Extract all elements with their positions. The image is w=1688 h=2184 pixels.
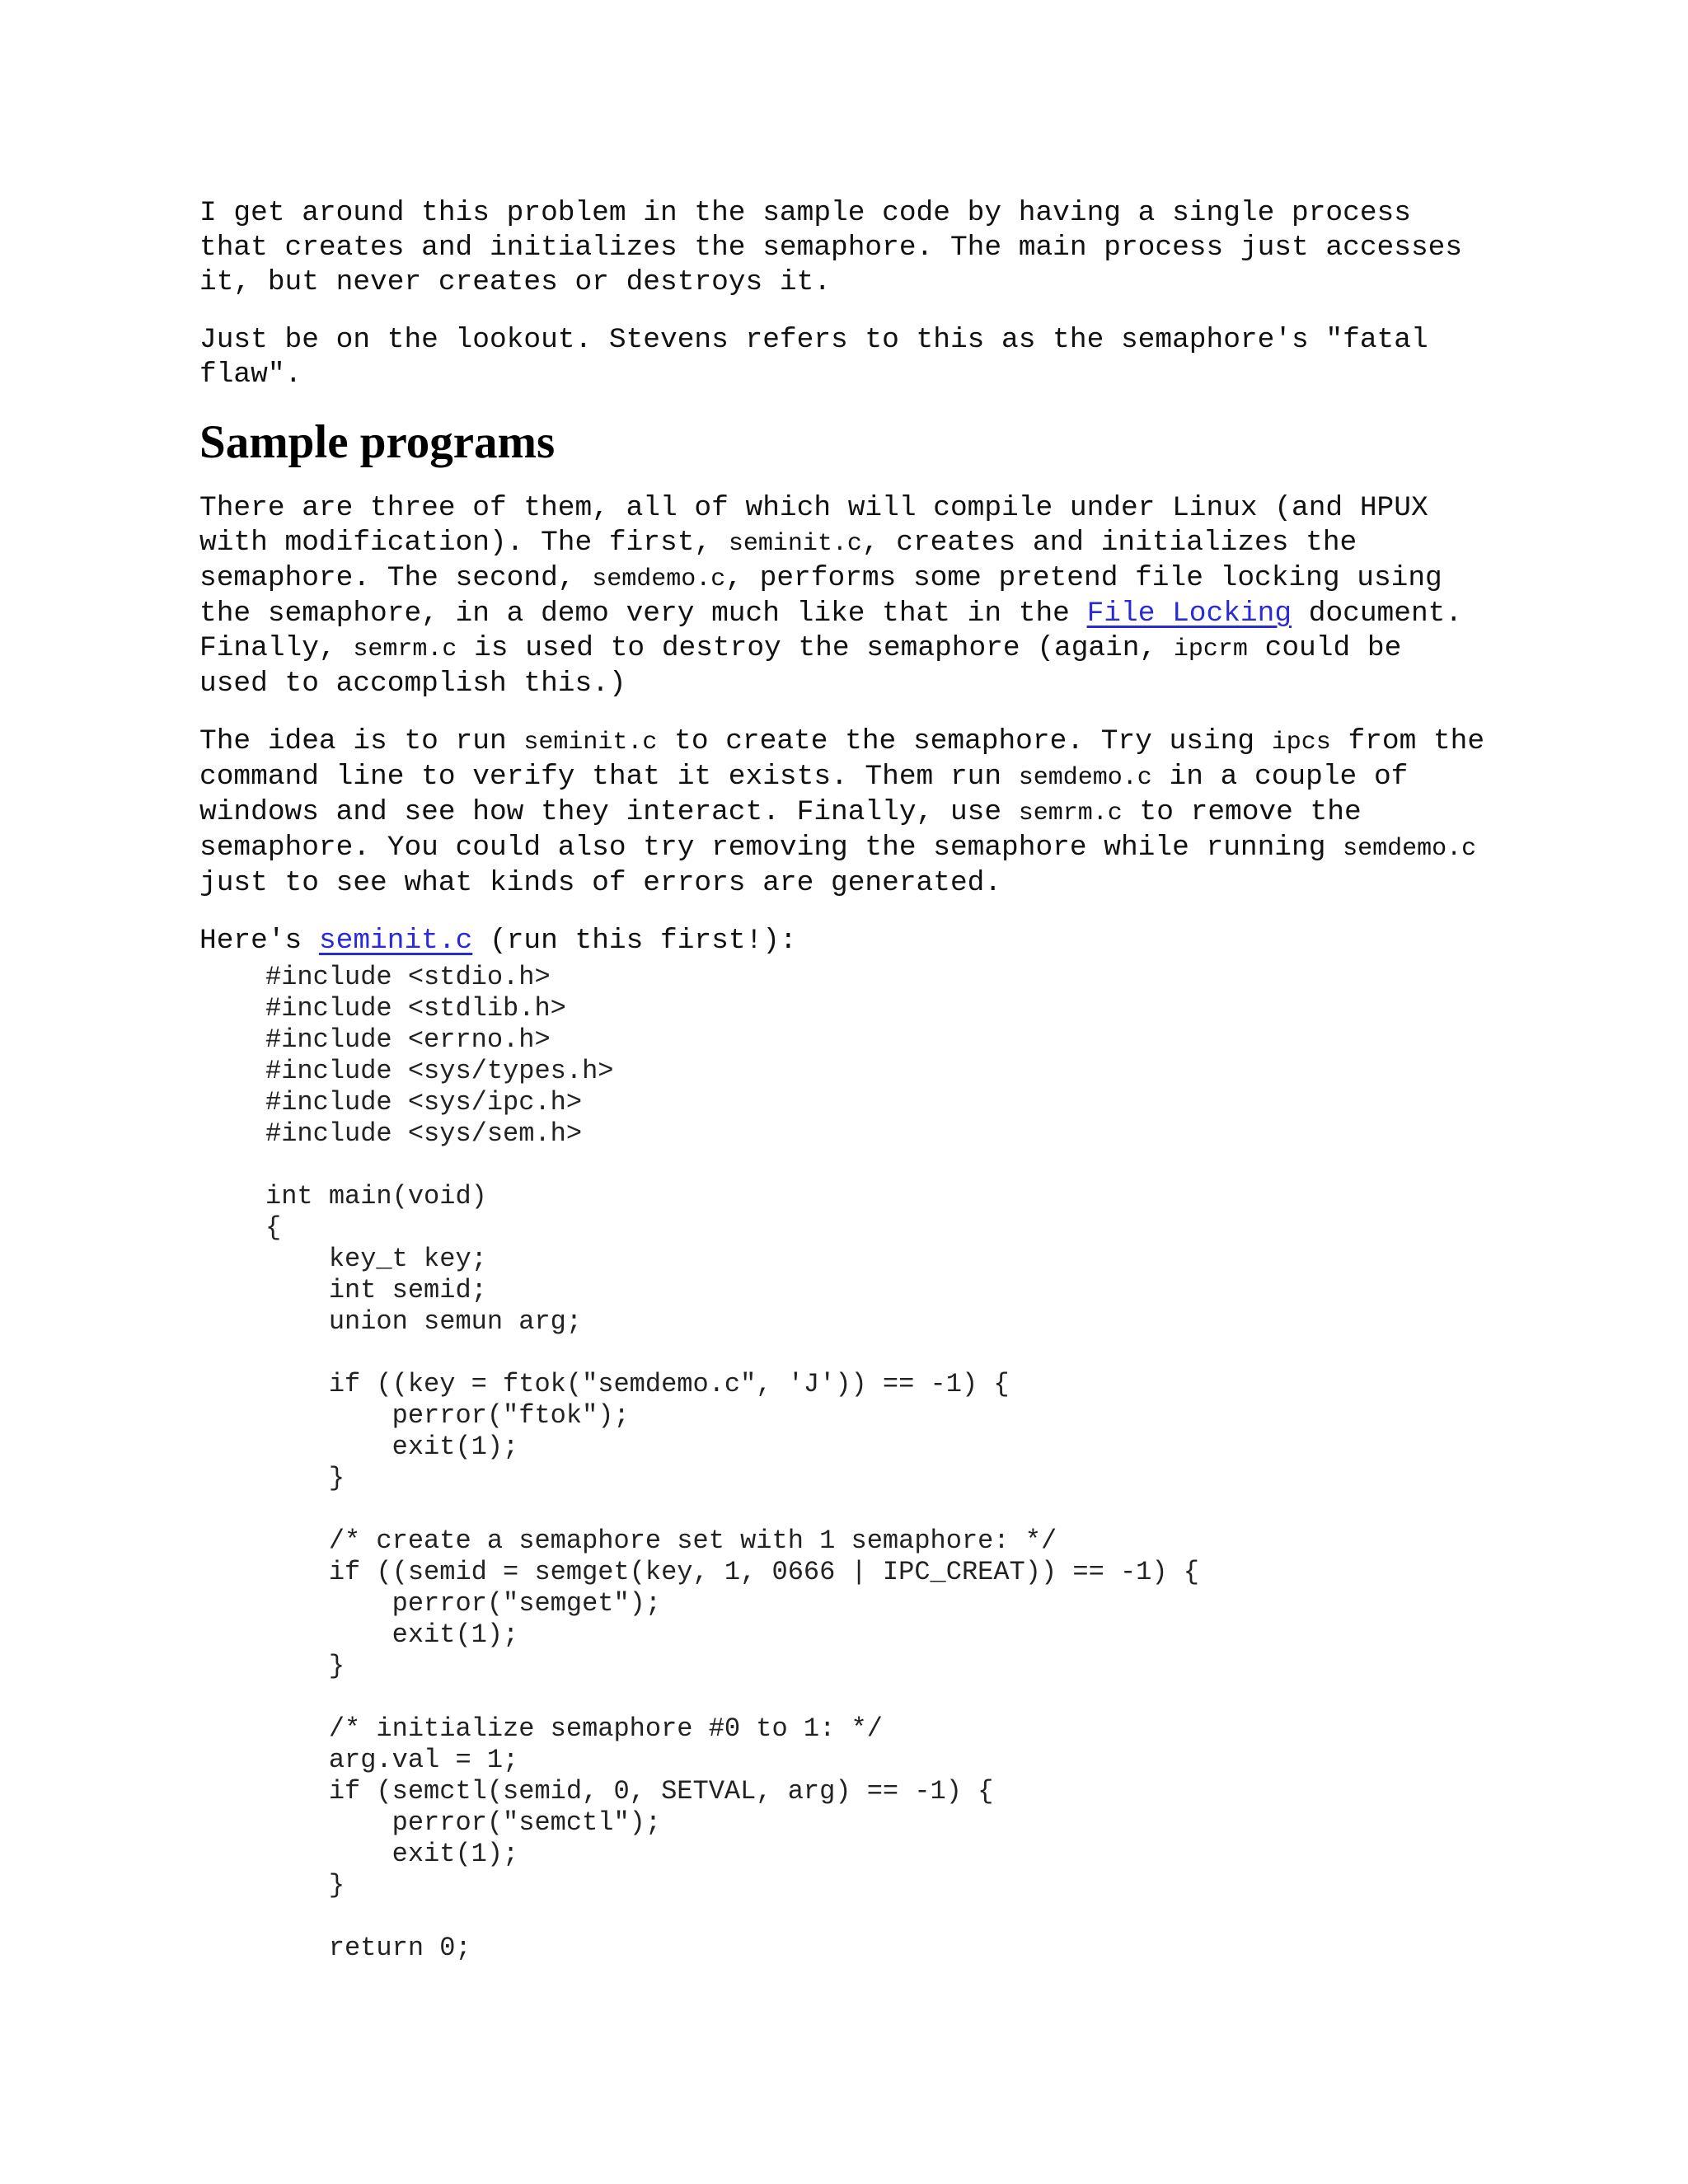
paragraph-fatal-flaw: Just be on the lookout. Stevens refers to this as the semaphore's "fatal flaw". <box>199 324 1428 391</box>
code-line: key_t key; <box>265 1244 487 1274</box>
code-line: } <box>265 1463 345 1493</box>
text-run: , creates and initializes the semaphore. The second, <box>199 527 1357 594</box>
code-line: if (semctl(semid, 0, SETVAL, arg) == -1) { <box>265 1776 994 1807</box>
file-locking-link[interactable]: File Locking <box>1086 598 1292 630</box>
code-line: perror("semctl"); <box>265 1807 662 1838</box>
code-line <box>265 1150 1485 1181</box>
code-line: /* initialize semaphore #0 to 1: */ <box>265 1713 883 1744</box>
text-run: There are three of them, all of which will compile under Linux (and HPUX with modification). The first, <box>199 492 1428 559</box>
paragraph-three-programs <box>199 491 1485 701</box>
code-line: { <box>265 1212 282 1243</box>
code-line <box>265 1338 1485 1369</box>
inline-code-ipcs: ipcs <box>1271 729 1331 757</box>
code-line: #include <sys/types.h> <box>265 1056 614 1086</box>
code-line: #include <sys/sem.h> <box>265 1118 583 1149</box>
code-line: perror("ftok"); <box>265 1400 630 1431</box>
text-run: document. Finally, <box>199 598 1463 664</box>
code-line: int semid; <box>265 1275 487 1305</box>
text-run: could be used to accomplish this.) <box>199 632 1402 700</box>
paragraph-how-to-run <box>199 724 1485 901</box>
inline-code-semdemo: semdemo.c <box>592 565 726 593</box>
inline-code-seminit: seminit.c <box>523 729 658 757</box>
inline-code-semrm: semrm.c <box>1018 799 1123 827</box>
paragraph-code-intro <box>199 924 1485 958</box>
text-run: Here's <box>199 925 319 957</box>
code-line: union semun arg; <box>265 1306 583 1337</box>
code-line: arg.val = 1; <box>265 1745 519 1775</box>
code-line: return 0; <box>265 1933 471 1963</box>
text-run: to remove the semaphore. You could also try removing the semaphore while running <box>199 796 1362 864</box>
code-line: #include <sys/ipc.h> <box>265 1087 583 1118</box>
code-line: #include <stdlib.h> <box>265 993 566 1024</box>
text-run: , performs some pretend file locking using the semaphore, in a demo very much like that in the <box>199 562 1442 630</box>
code-line: int main(void) <box>265 1181 487 1212</box>
code-line: exit(1); <box>265 1432 519 1462</box>
inline-code-semdemo: semdemo.c <box>1343 835 1477 863</box>
code-line: if ((semid = semget(key, 1, 0666 | IPC_CREAT)) == -1) { <box>265 1557 1199 1587</box>
inline-code-seminit: seminit.c <box>728 530 862 558</box>
inline-code-semdemo: semdemo.c <box>1018 764 1152 792</box>
code-line: exit(1); <box>265 1619 519 1650</box>
text-run: in a couple of windows and see how they interact. Finally, use <box>199 761 1409 828</box>
text-run: is used to destroy the semaphore (again, <box>457 632 1174 664</box>
code-line: } <box>265 1651 345 1681</box>
code-line <box>265 1494 1485 1526</box>
code-line: /* create a semaphore set with 1 semaphore: */ <box>265 1526 1057 1556</box>
text-run: from the command line to verify that it exists. Them run <box>199 725 1485 793</box>
code-block-seminit <box>199 962 1485 1964</box>
code-line: exit(1); <box>265 1839 519 1869</box>
paragraph-single-process: I get around this problem in the sample code by having a single process that creates and initializes the semaphore. The main process just accesses it, but never creates or destroys it. <box>199 197 1463 298</box>
text-run: The idea is to run <box>199 725 524 757</box>
document-page <box>199 196 1485 1964</box>
text-run: to create the semaphore. Try using <box>657 725 1272 757</box>
code-line: if ((key = ftok("semdemo.c", 'J')) == -1) { <box>265 1369 1010 1399</box>
seminit-link[interactable]: seminit.c <box>318 925 473 957</box>
code-line: } <box>265 1870 345 1900</box>
code-line: perror("semget"); <box>265 1588 662 1619</box>
code-line <box>265 1682 1485 1713</box>
code-line: #include <stdio.h> <box>265 962 551 992</box>
inline-code-semrm: semrm.c <box>353 635 457 663</box>
code-line: #include <errno.h> <box>265 1024 551 1055</box>
text-run: just to see what kinds of errors are generated. <box>199 867 1002 899</box>
section-heading: Sample programs <box>199 416 556 468</box>
text-run: (run this first!): <box>472 925 797 957</box>
code-line <box>265 1901 1485 1933</box>
inline-code-ipcrm: ipcrm <box>1173 635 1248 663</box>
